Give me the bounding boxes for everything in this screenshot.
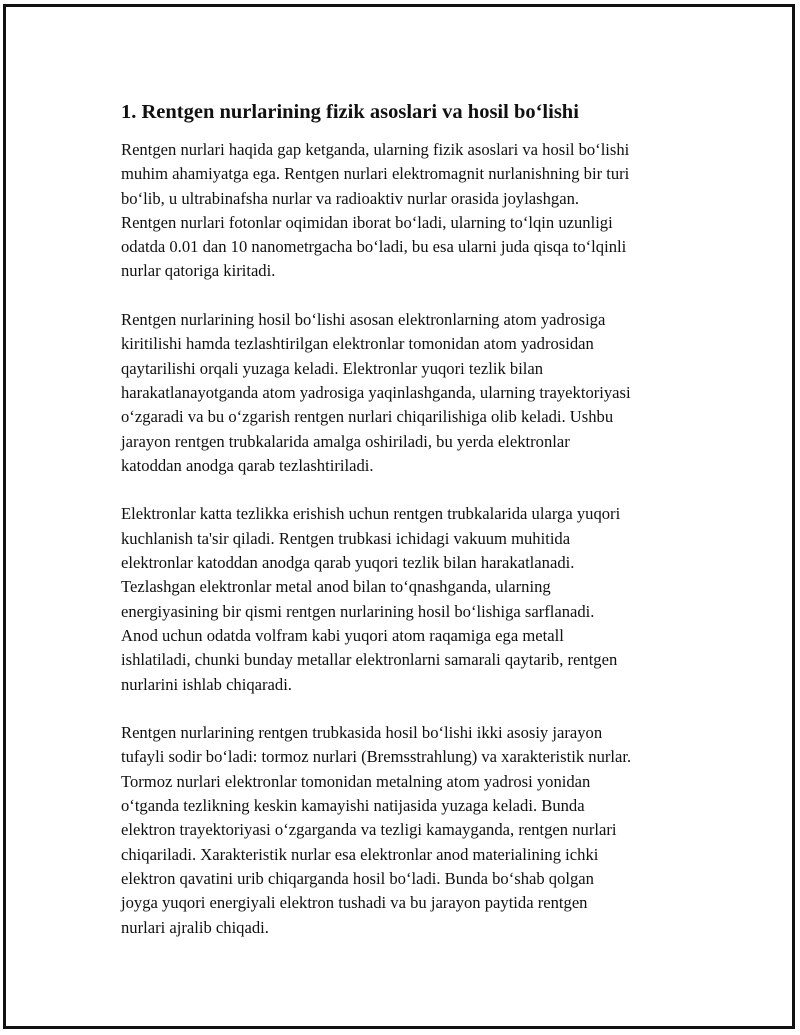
paragraph-line: ishlatiladi, chunki bunday metallar elektronlarni samarali qaytarib, rentgen <box>121 650 618 670</box>
paragraph-line: katoddan anodga qarab tezlashtiriladi. <box>121 455 374 475</box>
paragraph-line: bo‘lib, u ultrabinafsha nurlar va radioaktiv nurlar orasida joylashgan. <box>121 188 580 208</box>
paragraph-4 <box>121 721 711 940</box>
paragraph-line: Anod uchun odatda volfram kabi yuqori atom raqamiga ega metall <box>121 625 564 645</box>
paragraph-spacer <box>121 478 711 502</box>
paragraph-line: odatda 0.01 dan 10 nanometrgacha bo‘ladi, bu esa ularni juda qisqa to‘lqinli <box>121 237 627 257</box>
page-frame <box>3 4 795 1029</box>
paragraph-line: Elektronlar katta tezlikka erishish uchun rentgen trubkalarida ularga yuqori <box>121 504 621 524</box>
paragraph-line: kuchlanish ta'sir qiladi. Rentgen trubkasi ichidagi vakuum muhitida <box>121 528 571 548</box>
paragraph-2 <box>121 308 711 478</box>
paragraph-line: nurlar qatoriga kiritadi. <box>121 261 276 281</box>
paragraph-line: kiritilishi hamda tezlashtirilgan elektronlar tomonidan atom yadrosidan <box>121 334 594 354</box>
paragraph-line: Tezlashgan elektronlar metal anod bilan to‘qnashganda, ularning <box>121 577 551 597</box>
paragraph-line: harakatlanayotganda atom yadrosiga yaqinlashganda, ularning trayektoriyasi <box>121 382 631 402</box>
paragraph-spacer <box>121 697 711 721</box>
paragraph-line: muhim ahamiyatga ega. Rentgen nurlari elektromagnit nurlanishning bir turi <box>121 164 630 184</box>
paragraph-line: Rentgen nurlarining rentgen trubkasida hosil bo‘lishi ikki asosiy jarayon <box>121 723 603 743</box>
paragraph-line: qaytarilishi orqali yuzaga keladi. Elektronlar yuqori tezlik bilan <box>121 358 544 378</box>
paragraph-line: chiqariladi. Xarakteristik nurlar esa elektronlar anod materialining ichki <box>121 844 599 864</box>
paragraph-line: Rentgen nurlari fotonlar oqimidan iborat bo‘ladi, ularning to‘lqin uzunligi <box>121 212 613 232</box>
paragraph-line: Tormoz nurlari elektronlar tomonidan metalning atom yadrosi yonidan <box>121 771 591 791</box>
paragraph-line: jarayon rentgen trubkalarida amalga oshiriladi, bu yerda elektronlar <box>121 431 570 451</box>
paragraph-line: nurlarini ishlab chiqaradi. <box>121 674 292 694</box>
paragraph-line: Rentgen nurlari haqida gap ketganda, ularning fizik asoslari va hosil bo‘lishi <box>121 140 630 159</box>
paragraph-line: elektron trayektoriyasi o‘zgarganda va tezligi kamayganda, rentgen nurlari <box>121 820 617 840</box>
paragraph-line: elektron qavatini urib chiqarganda hosil bo‘ladi. Bunda bo‘shab qolgan <box>121 868 594 888</box>
paragraph-line: o‘tganda tezlikning keskin kamayishi natijasida yuzaga keladi. Bunda <box>121 796 585 816</box>
page-title: 1. Rentgen nurlarining fizik asoslari va hosil bo‘lishi <box>121 101 579 123</box>
paragraph-line: energiyasining bir qismi rentgen nurlarining hosil bo‘lishiga sarflanadi. <box>121 601 595 621</box>
paragraph-line: Rentgen nurlarining hosil bo‘lishi asosan elektronlarning atom yadrosiga <box>121 310 606 330</box>
paragraph-line: o‘zgaradi va bu o‘zgarish rentgen nurlari chiqarilishiga olib keladi. Ushbu <box>121 407 614 427</box>
paragraph-line: elektronlar katoddan anodga qarab yuqori tezlik bilan harakatlanadi. <box>121 553 575 573</box>
paragraph-1 <box>121 138 711 284</box>
paragraph-spacer <box>121 284 711 308</box>
paragraph-3 <box>121 502 711 696</box>
paragraph-line: tufayli sodir bo‘ladi: tormoz nurlari (Bremsstrahlung) va xarakteristik nurlar. <box>121 747 632 767</box>
paragraph-line: nurlari ajralib chiqadi. <box>121 917 269 937</box>
paragraph-line: joyga yuqori energiyali elektron tushadi va bu jarayon paytida rentgen <box>121 893 588 913</box>
page-content <box>121 99 711 940</box>
